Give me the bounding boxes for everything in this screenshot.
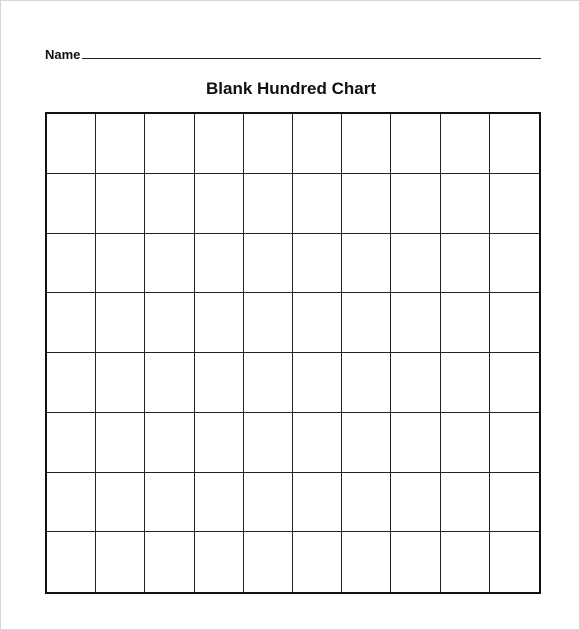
grid-cell <box>441 413 490 473</box>
grid-cell <box>244 413 293 473</box>
grid-cell <box>47 532 96 592</box>
grid-cell <box>145 532 194 592</box>
grid-cell <box>195 114 244 174</box>
name-row <box>45 45 541 63</box>
grid-cell <box>441 473 490 533</box>
grid-cell <box>391 293 440 353</box>
grid-cell <box>96 174 145 234</box>
grid-cell <box>244 234 293 294</box>
grid-cell <box>490 293 539 353</box>
grid-cell <box>96 532 145 592</box>
grid-cell <box>490 114 539 174</box>
grid-cell <box>490 532 539 592</box>
grid-cell <box>244 114 293 174</box>
grid-cell <box>293 353 342 413</box>
grid-cell <box>441 174 490 234</box>
grid-cell <box>47 293 96 353</box>
grid-cell <box>145 293 194 353</box>
grid-cell <box>244 473 293 533</box>
grid-cell <box>195 234 244 294</box>
name-label: Name <box>45 47 81 62</box>
grid-cell <box>490 174 539 234</box>
grid-cell <box>96 234 145 294</box>
grid-cell <box>391 114 440 174</box>
grid-cell <box>342 353 391 413</box>
grid-cell <box>391 234 440 294</box>
name-field-line <box>82 58 541 59</box>
grid-cell <box>47 413 96 473</box>
grid-cell <box>195 174 244 234</box>
grid-cell <box>342 532 391 592</box>
grid-cell <box>293 234 342 294</box>
grid-cell <box>293 174 342 234</box>
grid-cell <box>490 234 539 294</box>
grid-cell <box>293 293 342 353</box>
grid-cell <box>441 114 490 174</box>
page-title: Blank Hundred Chart <box>205 79 377 98</box>
grid-cell <box>293 114 342 174</box>
grid-cell <box>244 532 293 592</box>
grid-cell <box>342 413 391 473</box>
grid-cell <box>342 234 391 294</box>
grid-cell <box>195 473 244 533</box>
grid-cell <box>145 413 194 473</box>
grid-cell <box>342 293 391 353</box>
grid-cell <box>391 473 440 533</box>
grid-cell <box>441 532 490 592</box>
grid-cell <box>145 174 194 234</box>
grid-cell <box>47 353 96 413</box>
grid-cell <box>195 353 244 413</box>
grid-cell <box>145 353 194 413</box>
grid-cell <box>391 532 440 592</box>
grid-cell <box>441 353 490 413</box>
grid-cell <box>342 473 391 533</box>
grid-cell <box>391 174 440 234</box>
grid-cell <box>342 174 391 234</box>
hundred-chart-grid <box>45 112 541 594</box>
grid-cell <box>145 234 194 294</box>
grid-cell <box>195 532 244 592</box>
grid-cell <box>96 413 145 473</box>
grid-cell <box>342 114 391 174</box>
grid-cell <box>47 473 96 533</box>
grid-cell <box>96 353 145 413</box>
grid-cell <box>391 413 440 473</box>
grid-cell <box>490 353 539 413</box>
grid-cell <box>96 293 145 353</box>
grid-cell <box>47 114 96 174</box>
grid-cell <box>244 174 293 234</box>
grid-cell <box>441 293 490 353</box>
grid-cell <box>490 413 539 473</box>
grid-cell <box>293 473 342 533</box>
grid-cell <box>145 114 194 174</box>
grid-cell <box>195 293 244 353</box>
grid-cell <box>96 114 145 174</box>
grid-cell <box>293 413 342 473</box>
grid-cell <box>293 532 342 592</box>
grid-cell <box>441 234 490 294</box>
grid-cell <box>244 293 293 353</box>
grid-cell <box>145 473 194 533</box>
grid-cell <box>391 353 440 413</box>
grid-cell <box>195 413 244 473</box>
grid-cell <box>47 234 96 294</box>
grid-cell <box>47 174 96 234</box>
grid-cell <box>490 473 539 533</box>
grid-cell <box>244 353 293 413</box>
grid-cell <box>96 473 145 533</box>
